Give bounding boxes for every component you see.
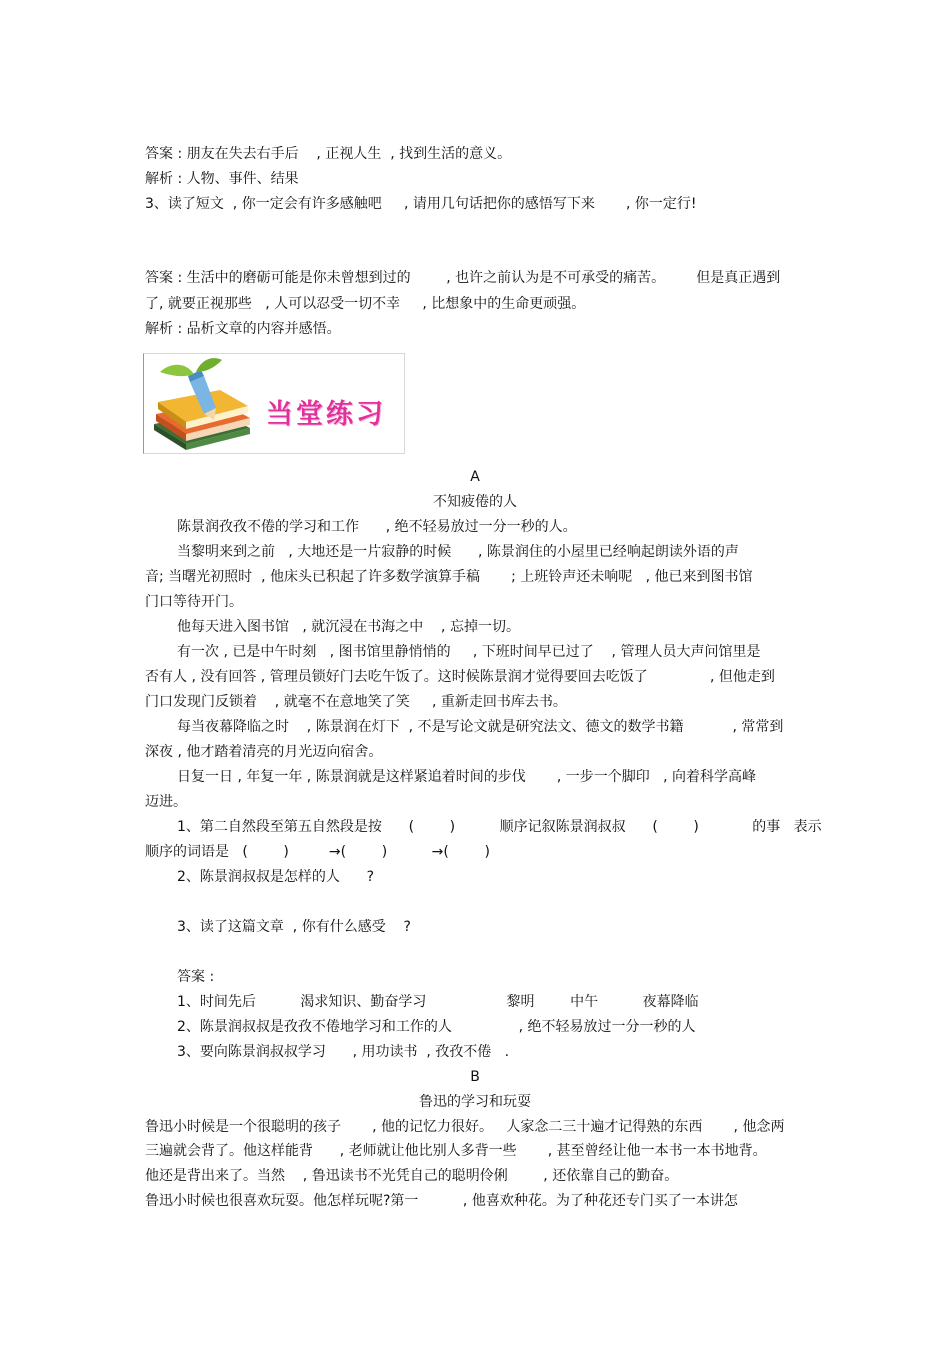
books-with-pencil-icon <box>146 354 256 454</box>
answer-text-line1: 答案 : 生活中的磨砺可能是你未曾想到过的 , 也许之前认为是不可承受的痛苦。 但是真正遇到 <box>145 270 781 286</box>
paragraph-line: 他每天进入图书馆 , 就沉浸在书海之中 , 忘掉一切。 <box>177 619 520 635</box>
question-1: 1、第二自然段至第五自然段是按 ( ) 顺序记叙陈景润叔叔 ( ) 的事 表示 <box>177 819 822 835</box>
answer-2: 2、陈景润叔叔是孜孜不倦地学习和工作的人 , 绝不轻易放过一分一秒的人 <box>177 1019 696 1035</box>
section-a-title: 不知疲倦的人 <box>433 494 517 510</box>
answer-text-line2: 了, 就要正视那些 , 人可以忍受一切不幸 , 比想象中的生命更顽强。 <box>145 296 586 312</box>
answer-text: 答案 : 朋友在失去右手后 , 正视人生 , 找到生活的意义。 <box>145 146 512 162</box>
answer-1: 1、时间先后 渴求知识、勤奋学习 黎明 中午 夜幕降临 <box>177 994 699 1010</box>
question-3: 3、读了这篇文章 , 你有什么感受 ? <box>177 919 411 935</box>
question-3: 3、读了短文 , 你一定会有许多感触吧 , 请用几句话把你的感悟写下来 , 你一定行! <box>145 196 697 212</box>
answer-3: 3、要向陈景润叔叔学习 , 用功读书 , 孜孜不倦 . <box>177 1044 510 1060</box>
practice-banner <box>143 353 405 454</box>
paragraph-line: 三遍就会背了。他这样能背 , 老师就让他比别人多背一些 , 甚至曾经让他一本书一本书地背。 <box>145 1143 767 1159</box>
section-b-title: 鲁迅的学习和玩耍 <box>419 1094 531 1110</box>
paragraph-line: 深夜 , 他才踏着清亮的月光迈向宿舍。 <box>145 744 383 760</box>
paragraph-line: 迈进。 <box>145 794 187 810</box>
paragraph-line: 陈景润孜孜不倦的学习和工作 , 绝不轻易放过一分一秒的人。 <box>177 519 577 535</box>
paragraph-line: 音; 当曙光初照时 , 他床头已积起了许多数学演算手稿 ; 上班铃声还未响呢 , 他已来到图书馆 <box>145 569 753 585</box>
paragraph-line: 有一次 , 已是中午时刻 , 图书馆里静悄悄的 , 下班时间早已过了 , 管理人员大声问馆里是 <box>177 644 761 660</box>
section-a-label: A <box>470 469 480 485</box>
analysis-text-2: 解析 : 品析文章的内容并感悟。 <box>145 321 341 337</box>
paragraph-line: 日复一日 , 年复一年 , 陈景润就是这样紧追着时间的步伐 , 一步一个脚印 , 向着科学高峰 <box>177 769 757 785</box>
paragraph-line: 门口发现门反锁着 , 就毫不在意地笑了笑 , 重新走回书库去书。 <box>145 694 567 710</box>
answer-label: 答案 : <box>177 969 215 985</box>
paragraph-line: 门口等待开门。 <box>145 594 243 610</box>
paragraph-line: 鲁迅小时候也很喜欢玩耍。他怎样玩呢?第一 , 他喜欢种花。为了种花还专门买了一本讲怎 <box>145 1193 738 1209</box>
practice-banner-title: 当堂练习 <box>266 399 386 430</box>
analysis-text: 解析 : 人物、事件、结果 <box>145 171 299 187</box>
paragraph-line: 否有人 , 没有回答 , 管理员锁好门去吃午饭了。这时候陈景润才觉得要回去吃饭了 , 但他走到 <box>145 669 775 685</box>
question-2: 2、陈景润叔叔是怎样的人 ? <box>177 869 375 885</box>
paragraph-line: 每当夜幕降临之时 , 陈景润在灯下 , 不是写论文就是研究法文、德文的数学书籍 , 常常到 <box>177 719 784 735</box>
question-1-cont: 顺序的词语是 ( ) →( ) →( ) <box>145 844 490 860</box>
paragraph-line: 鲁迅小时候是一个很聪明的孩子 , 他的记忆力很好。 人家念二三十遍才记得熟的东西 , 他念两 <box>145 1119 785 1135</box>
section-b-label: B <box>470 1069 480 1085</box>
paragraph-line: 他还是背出来了。当然 , 鲁迅读书不光凭自己的聪明伶俐 , 还依靠自己的勤奋。 <box>145 1168 679 1184</box>
paragraph-line: 当黎明来到之前 , 大地还是一片寂静的时候 , 陈景润住的小屋里已经响起朗读外语的声 <box>177 544 739 560</box>
